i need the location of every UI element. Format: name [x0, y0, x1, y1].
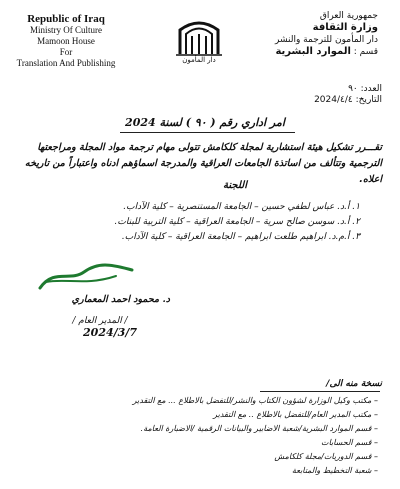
order-body: تقـــرر تشكيل هيئة استشارية لمجلة كلكامش تتولى مهام ترجمة مواد المجلة ومراجعتها الترجمية وتتألف من اساتذة الجامعات العراقية والمدرجة اسماؤهم ادناه واعتباراً من تاريخه اعلاه.	[24, 142, 382, 185]
house-name-ar: دار المأمون للترجمة والنشر	[275, 35, 378, 45]
ref-number-label: العدد:	[360, 84, 382, 94]
section-value: الموارد البشرية	[275, 46, 351, 57]
arabic-letterhead	[228, 10, 378, 58]
ref-date-label: التاريخ:	[355, 95, 382, 105]
title-underline	[120, 132, 295, 133]
committee-heading: اللجنة	[223, 180, 247, 191]
ministry-name-ar: وزارة الثقافة	[312, 22, 378, 33]
copy-recipient: – شعبة التخطيط والمتابعة	[291, 466, 378, 475]
copy-recipient: – قسم الحسابات	[321, 438, 378, 447]
logo-caption: دار المأمون	[182, 56, 216, 64]
copies-underline	[260, 391, 380, 392]
copy-recipient: – مكتب المدير العام/للتفضل بالاطلاع .. مع التقدير	[213, 410, 378, 419]
copy-recipient: – مكتب وكيل الوزارة لشؤون الكتاب والنشر/للتفضل بالاطلاع ... مع التقدير	[132, 396, 378, 405]
signature-date: 2024/3/7	[83, 326, 137, 339]
country-name-en: Republic of Iraq	[27, 13, 105, 25]
section-label: قسم :	[353, 47, 378, 57]
committee-member: ٢. أ.د. سوسن صالح سرية – الجامعة العراقية – كلية التربية للبنات.	[114, 217, 360, 227]
committee-member: ١. أ.د. عباس لطفي حسين – الجامعة المستنصرية – كلية الآداب.	[123, 202, 360, 212]
house-name-en: Mamoon House	[37, 36, 95, 46]
handwritten-signature	[36, 260, 136, 298]
house-for-en: For	[59, 47, 73, 57]
ref-number-value: ٩٠	[348, 84, 358, 94]
order-title: امر اداري رقم ( ٩٠ ) لسنة 2024	[125, 116, 285, 129]
copy-recipient: – قسم الدوريات/مجلة كلكامش	[274, 452, 378, 461]
house-purpose-en: Translation And Publishing	[16, 58, 116, 68]
ministry-name-en: Ministry Of Culture	[30, 25, 102, 35]
committee-member: ٣. أ.م.د. ابراهيم طلعت ابراهيم – الجامعة العراقية – كلية الآداب.	[121, 232, 360, 242]
copies-heading: نسخة منه الى/	[326, 379, 382, 389]
signatory-name: د. محمود احمد المعماري	[71, 294, 170, 305]
copy-recipient: – قسم الموارد البشرية/شعبة الاضابير والبيانات الرقمية /الاضبارة العامة.	[140, 424, 378, 433]
reference-block	[272, 84, 382, 106]
ref-date-value: 2024/٤/٤	[314, 95, 353, 105]
country-name-ar: جمهورية العراق	[319, 11, 378, 21]
signatory-title: / المدير العام /	[72, 316, 128, 326]
english-letterhead	[10, 14, 122, 69]
